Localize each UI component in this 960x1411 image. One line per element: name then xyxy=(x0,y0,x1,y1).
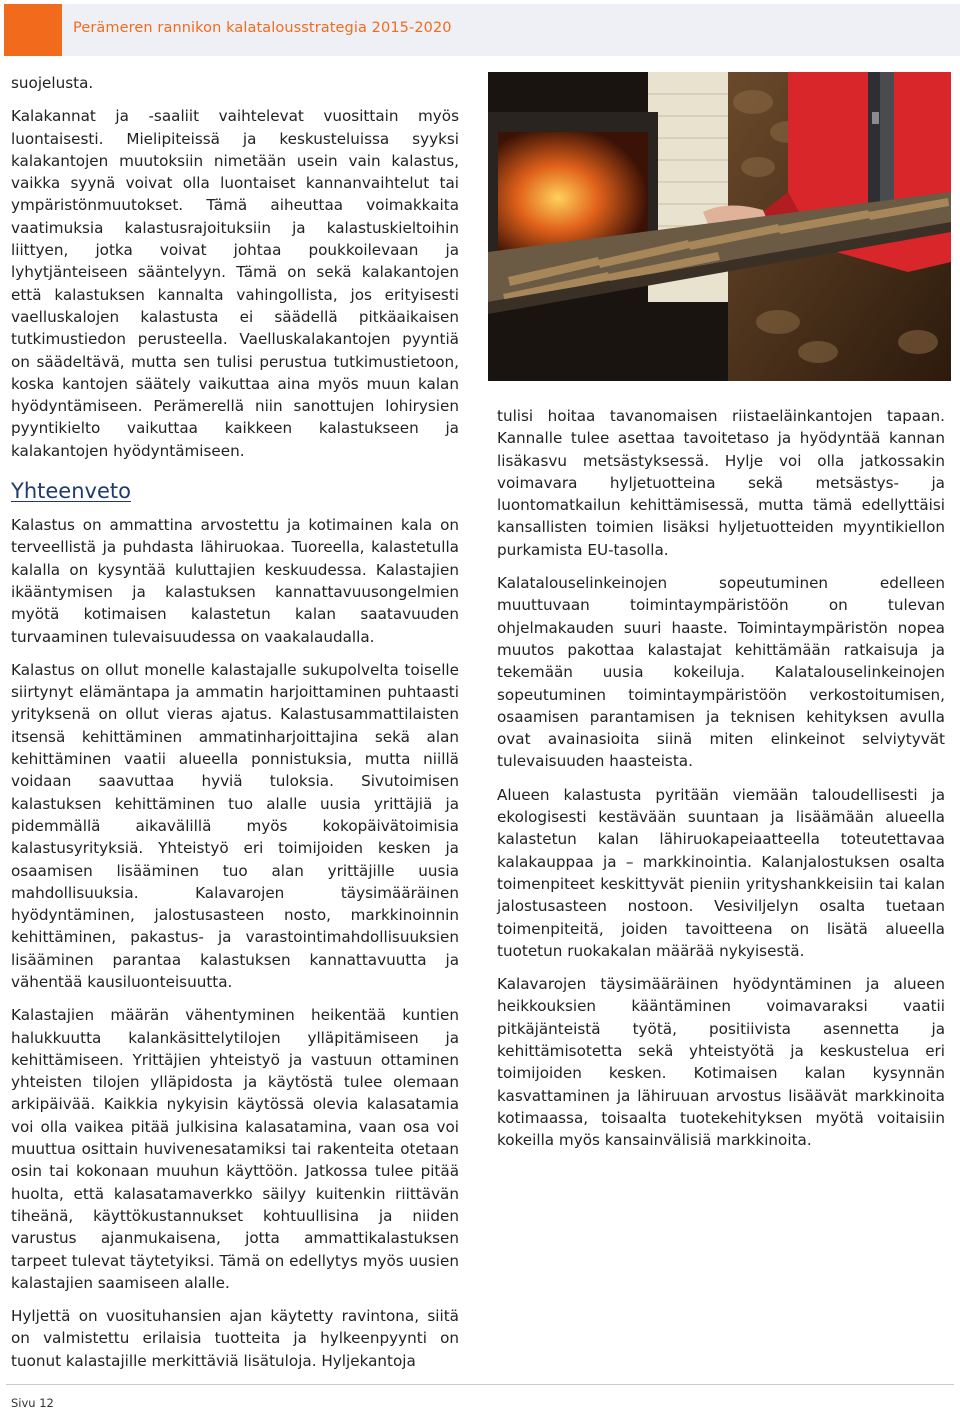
footer-divider xyxy=(6,1384,954,1385)
document-title: Perämeren rannikon kalatalousstrategia 2015-2020 xyxy=(73,20,452,36)
paragraph-summary-3: Kalastajien määrän vähentyminen heikentää kuntien halukkuutta kalankäsittelytilojen ylläpitämiseen ja kehittämiseen. Yrittäjien yhteistyö ja vastuun ottaminen yhteisten tilojen ylläpidosta ja käytöstä tulee olemaan arkipäivää. Kaikkia nykyisin käytössä olevia kalasatamia voi olla vaikea pitää julkisina kalasatamina, vaan osa voi muuttua osittain huvivenesatamiksi tai rakenteita otetaan osin tai kokonaan muuhun käyttöön. Jatkossa tulee pitää huolta, että kalasatamaverkko säilyy kuitenkin riittävän tiheänä, käyttökustannukset kohtuullisina ja niiden varustus ajanmukaisena, jotta ammattikalastuksen tarpeet tulevat täytetyiksi. Tämä on edellytys myös uusien kalastajien saamiseen alalle. xyxy=(11,1006,459,1292)
paragraph-sustainable-fishing: Alueen kalastusta pyritään viemään taloudellisesti ja ekologisesti kestävään suuntaan ja lisäämään alueella kalastetun kalan lähiruokapeiaatteella toteutettavaa kalakauppaa ja – markkinointia. Kalanjalostuksen osalta toimenpiteet keskittyvät pieniin yrityshankkeisiin tai kalan jalostusasteen nostoon. Vesiviljelyn osalta tuetaan toimenpiteitä, joiden tavoitteena on lisätä alueella tuotetun ruokakalan määrää nykyisestä. xyxy=(497,785,945,960)
paragraph-summary-1: Kalastus on ammattina arvostettu ja kotimainen kala on terveellistä ja puhdasta lähiruokaa. Tuoreella, kalastetulla kalalla on kysyntää kuluttajien keskuudessa. Kalastajien ikääntymisen ja kalastuksen kannattavuusongelmien myötä kotimaisen kalastetun kalan saatavuuden turvaaminen tulevaisuudessa on vaakalaudalla. xyxy=(11,516,459,646)
paragraph-continuation: suojelusta. xyxy=(11,74,94,92)
paragraph-summary-4: Hyljettä on vuosituhansien ajan käytetty ravintona, siitä on valmistettu erilaisia tuotteita ja hylkeenpyynti on tuonut kalastajille merkittäviä lisätuloja. Hyljekantoja xyxy=(11,1307,459,1370)
page-number: Sivu 12 xyxy=(11,1396,54,1410)
header-accent-block xyxy=(4,4,62,56)
paragraph-summary-2: Kalastus on ollut monelle kalastajalle sukupolvelta toiselle siirtynyt elämäntapa ja ammatin harjoittaminen puhtaasti yrityksenä on ollut vieras ajatus. Kalastusammattilaisten itsensä kehittäminen ammatinharjoittajina sekä alan kehittäminen vaatii alueella ponnistuksia, mutta niillä voidaan saavuttaa hyviä tuloksia. Sivutoimisen kalastuksen kehittäminen tuo alalle uusia yrittäjiä ja pidemmällä aikavälillä myös kokopäivätoimisia kalastusyrityksiä. Yhteistyö eri toimijoiden kesken ja osaamisen lisääminen tuo alan yrittäjille uusia mahdollisuuksia. Kalavarojen täysimääräinen hyödyntäminen, jalostusasteen nosto, markkinoinnin kehittäminen, pakastus- ja varastointimahdollisuuksien lisääminen parantaa kalastuksen kannattavuutta ja vähentää kausiluonteisuutta. xyxy=(11,660,459,991)
smoked-fish-oven-photo xyxy=(488,72,951,381)
paragraph-seal-management: tulisi hoitaa tavanomaisen riistaeläinkantojen tapaan. Kannalle tulee asettaa tavoitetaso ja hyödyntää kannan lisäkasvu metsästyksessä. Hylje voi olla jatkossakin voimavara hyljetuotteina sekä metsästys- ja luontomatkailun kehittämisessä, mutta tämä edellyttäisi kansallisten toimien lisäksi hyljetuotteiden myyntikiellon purkamista EU-tasolla. xyxy=(497,407,945,559)
paragraph-adaptation: Kalatalouselinkeinojen sopeutuminen edelleen muuttuvaan toimintaympäristöön on tulevan ohjelmakauden suuri haaste. Toimintaympäristön nopea muutos pakottaa kalastajat kehittämään ratkaisuja ja tekemään uusia kokeiluja. Kalatalouselinkeinojen sopeutuminen toimintaympäristöön verkostoitumisen, osaamisen parantamisen ja teknisen kehityksen avulla ovat avainasioita siinä miten elinkeinot selviytyvät tulevaisuuden haasteista. xyxy=(497,574,945,771)
paragraph-fish-resources: Kalavarojen täysimääräinen hyödyntäminen ja alueen heikkouksien kääntäminen voimavaraksi vaatii pitkäjänteistä työtä, positiivista asennetta ja kehittämisotetta sekä yhteistyötä ja keskustelua eri toimijoiden kesken. Kotimaisen kalan kysynnän kasvattaminen ja lähiruuan arvostus lisäävät markkinoita kotimaassa, toisaalta tuotekehityksen myötä voitaisiin kokeilla myös kansainvälisiä markkinoita. xyxy=(497,975,945,1150)
left-column xyxy=(11,72,459,1372)
right-column xyxy=(497,405,945,1152)
section-heading-summary: Yhteenveto xyxy=(11,479,131,504)
paragraph-fish-stocks: Kalakannat ja -saaliit vaihtelevat vuosittain myös luontaisesti. Mielipiteissä ja keskusteluissa syyksi kalakantojen muutoksiin nimetään usein vain kalastus, vaikka syynä voivat olla luontaiset kannanvaihtelut tai ympäristönmuutokset. Tämä aiheuttaa voimakkaita vaatimuksia kalastusrajoituksiin ja kalastuskieltoihin liittyen, jotka voivat johtaa poukkoilevaan ja lyhytjänteiseen sääntelyyn. Tämä on sekä kalakantojen että kalastuksen kannalta vahingollista, jos erityisesti vaelluskalojen kalastusta ei säädellä pitkäaikaisen tutkimustiedon perusteella. Vaelluskalakantojen pyyntiä on säädeltävä, mutta sen tulisi perustua tutkimustietoon, koska kantojen säätely vaikuttaa aina myös muun kalan hyödyntämiseen. Perämerellä niin sanottujen lohirysien pyyntikielto vaikuttaa kaikkeen kalastukseen ja kalakantojen hyödyntämiseen. xyxy=(11,107,459,460)
